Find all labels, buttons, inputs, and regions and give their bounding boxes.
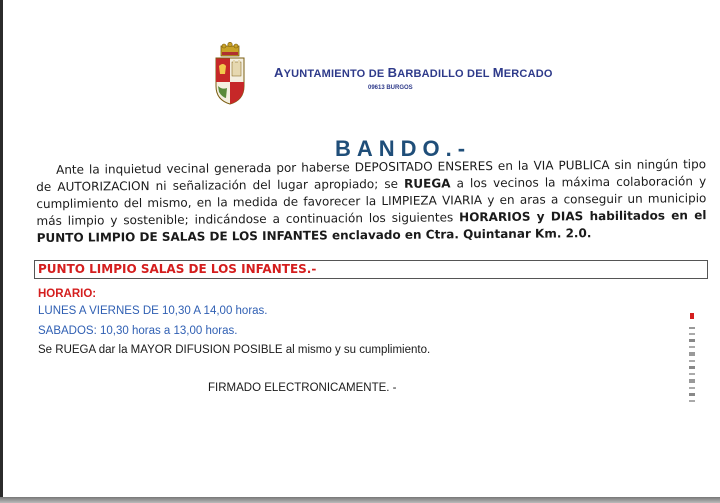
notice-body: Ante la inquietud vecinal generada por haberse DEPOSITADO ENSERES en la VIA PUBLICA sin ningún tipo de AUTORIZACION ni señalización del lugar apropiado; se RUEGA a los vecinos la máxima colaboración y cumplimiento del mismo, en la medida de favorecer la LIMPIEZA VIARIA y en aras a conseguir un municipio más limpio y sostenible; indicándose a continuación los siguientes HORARIOS y DIAS habilitados en el PUNTO LIMPIO DE SALAS DE LOS INFANTES enclavado en Ctra. Quintanar Km. 2.0. (36, 157, 707, 245)
scan-left-edge (0, 0, 3, 503)
dissemination-request: Se RUEGA dar la MAYOR DIFUSION POSIBLE al mismo y su cumplimiento. (38, 344, 431, 356)
horario-label: HORARIO: (38, 288, 97, 300)
municipal-coat-of-arms (210, 42, 250, 108)
verification-stamp-icon (684, 305, 700, 410)
electronic-signature: FIRMADO ELECTRONICAMENTE. - (208, 382, 397, 394)
weekday-hours: LUNES A VIERNES DE 10,30 A 14,00 horas. (38, 305, 268, 317)
postcode: 09613 BURGOS (368, 85, 413, 91)
scan-bottom-edge (0, 497, 720, 503)
page-title: BANDO.- (335, 136, 472, 161)
saturday-hours: SABADOS: 10,30 horas a 13,00 horas. (38, 325, 238, 337)
organization-name: AYUNTAMIENTO DE BARBADILLO DEL MERCADO (274, 65, 553, 80)
section-title: PUNTO LIMPIO SALAS DE LOS INFANTES.- (38, 262, 317, 276)
